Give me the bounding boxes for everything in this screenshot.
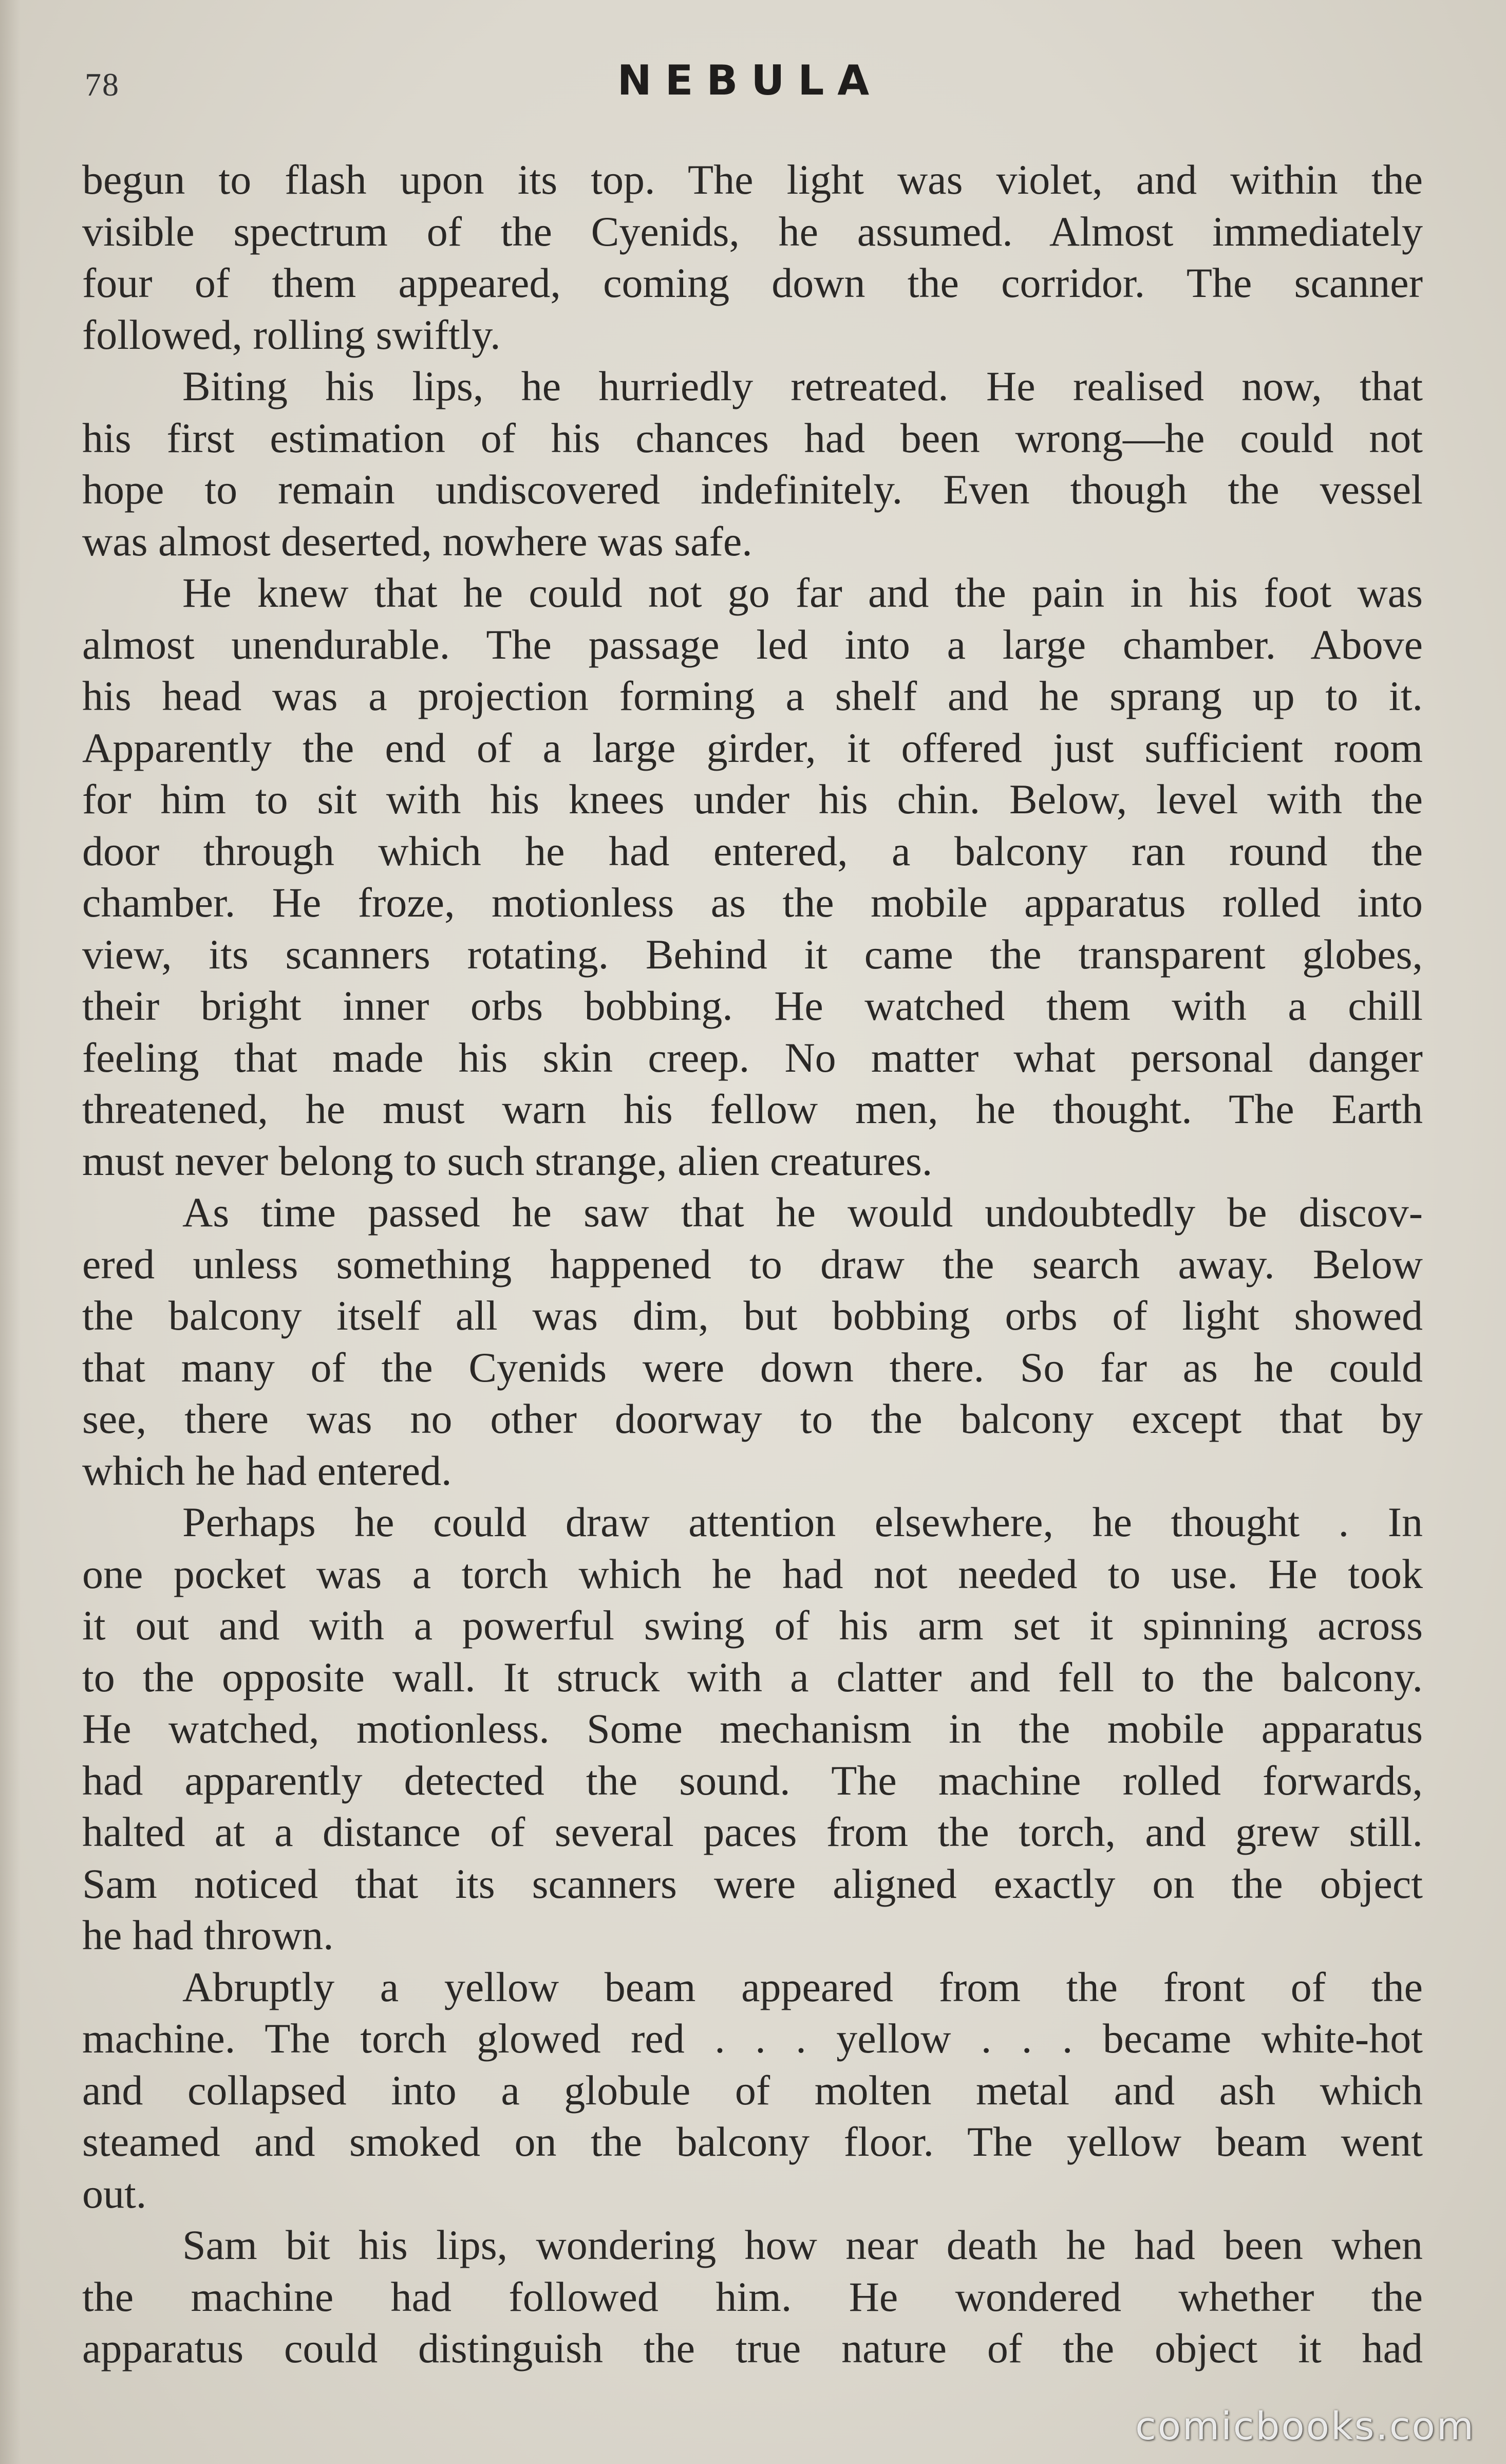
page-header (72, 57, 1428, 113)
text-line: Abruptly a yellow beam appeared from the front of the (182, 1963, 1423, 2010)
text-line: out. (82, 2170, 147, 2217)
text-line: door through which he had entered, a balcony ran round the (82, 827, 1423, 874)
text-line: He knew that he could not go far and the pain in his foot was (182, 569, 1423, 616)
body-text (82, 154, 1423, 2375)
text-line: was almost deserted, nowhere was safe. (82, 517, 752, 565)
text-line: four of them appeared, coming down the corridor. The scanner (82, 259, 1423, 306)
text-line: steamed and smoked on the balcony floor. The yellow beam went (82, 2118, 1423, 2165)
text-line: which he had entered. (82, 1447, 452, 1494)
text-line: the balcony itself all was dim, but bobbing orbs of light showed (82, 1292, 1423, 1339)
text-line: his first estimation of his chances had been wrong—he could not (82, 414, 1423, 461)
text-line: Sam bit his lips, wondering how near death he had been when (182, 2222, 1423, 2268)
running-head: NEBULA (617, 57, 883, 104)
text-line: view, its scanners rotating. Behind it came the transparent globes, (82, 930, 1423, 978)
text-line: had apparently detected the sound. The machine rolled forwards, (82, 1757, 1423, 1804)
text-line: the machine had followed him. He wondered whether the (82, 2273, 1423, 2320)
text-line: Biting his lips, he hurriedly retreated. He realised now, that (182, 363, 1423, 409)
text-line: almost unendurable. The passage led into a large chamber. Above (82, 621, 1423, 668)
text-line: apparatus could distinguish the true nature of the object it had (82, 2325, 1423, 2372)
text-line: hope to remain undiscovered indefinitely. Even though the vessel (82, 466, 1423, 513)
spine-shadow (0, 0, 21, 2464)
text-line: he had thrown. (82, 1912, 334, 1958)
text-line: and collapsed into a globule of molten metal and ash which (82, 2066, 1423, 2114)
text-line: followed, rolling swiftly. (82, 311, 501, 358)
text-line: see, there was no other doorway to the balcony except that by (82, 1395, 1423, 1442)
text-line: must never belong to such strange, alien creatures. (82, 1137, 933, 1184)
text-line: Perhaps he could draw attention elsewhere, he thought . In (182, 1499, 1423, 1545)
text-line: threatened, he must warn his fellow men, he thought. The Earth (82, 1086, 1423, 1132)
text-line: to the opposite wall. It struck with a clatter and fell to the balcony. (82, 1653, 1423, 1701)
text-line: their bright inner orbs bobbing. He watched them with a chill (82, 982, 1423, 1029)
text-line: feeling that made his skin creep. No matter what personal danger (82, 1034, 1423, 1081)
text-line: machine. The torch glowed red . . . yellow . . . became white-hot (82, 2015, 1423, 2062)
site-watermark: comicbooks.com (1135, 2404, 1475, 2449)
text-line: He watched, motionless. Some mechanism in the mobile apparatus (82, 1705, 1423, 1752)
text-line: As time passed he saw that he would undoubtedly be discov- (182, 1189, 1423, 1236)
text-line: that many of the Cyenids were down there. So far as he could (82, 1343, 1423, 1391)
text-line: begun to flash upon its top. The light was violet, and within the (82, 156, 1423, 203)
page-number: 78 (85, 66, 120, 103)
text-line: visible spectrum of the Cyenids, he assumed. Almost immediately (82, 208, 1423, 255)
text-line: one pocket was a torch which he had not needed to use. He took (82, 1550, 1423, 1597)
text-line: it out and with a powerful swing of his arm set it spinning across (82, 1602, 1423, 1649)
text-line: ered unless something happened to draw the search away. Below (82, 1240, 1423, 1287)
text-line: his head was a projection forming a shelf and he sprang up to it. (82, 673, 1423, 719)
text-line: chamber. He froze, motionless as the mobile apparatus rolled into (82, 879, 1423, 926)
text-line: halted at a distance of several paces from the torch, and grew still. (82, 1808, 1423, 1855)
text-line: for him to sit with his knees under his chin. Below, level with the (82, 776, 1423, 823)
text-line: Apparently the end of a large girder, it offered just sufficient room (82, 724, 1423, 771)
text-line: Sam noticed that its scanners were aligned exactly on the object (82, 1860, 1423, 1907)
